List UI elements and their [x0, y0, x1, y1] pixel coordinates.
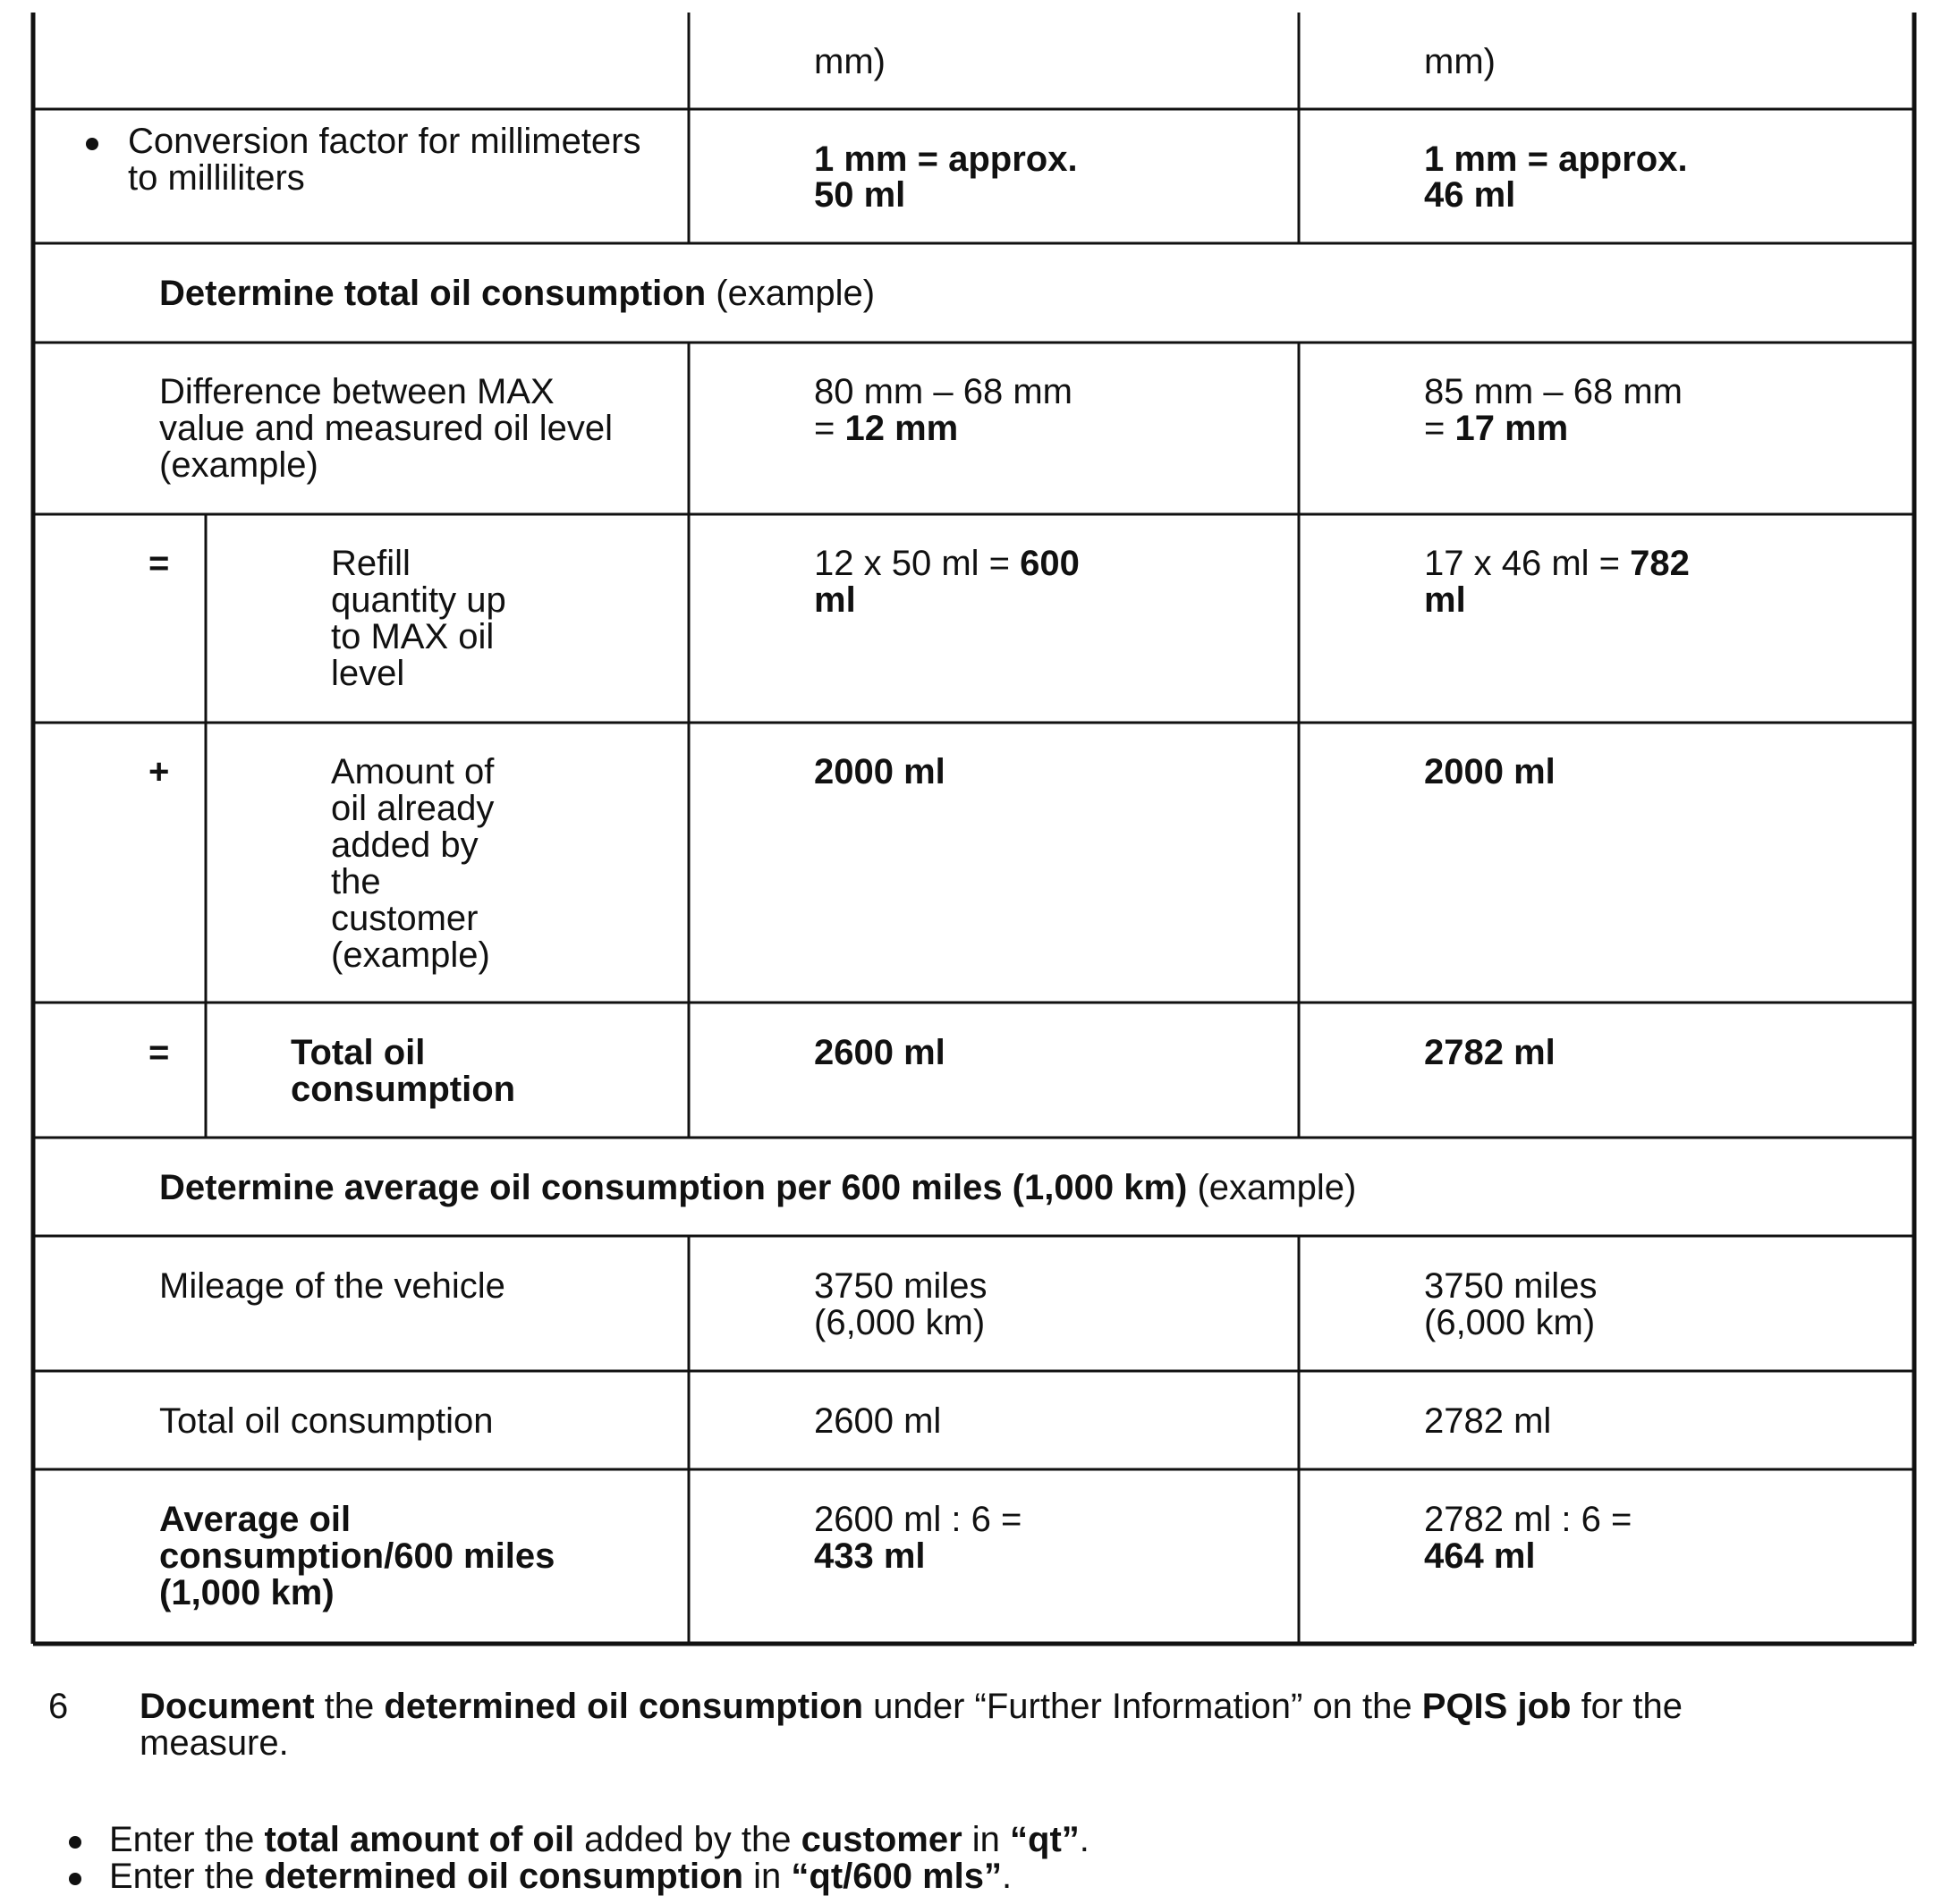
difference-label-line1: Difference between MAX: [159, 372, 555, 411]
mileage-col3-line2: (6,000 km): [1424, 1303, 1596, 1342]
refill-label-line3: to MAX oil: [331, 617, 495, 656]
mileage-col2-line1: 3750 miles: [814, 1266, 988, 1306]
step6-part: under “Further Information” on the: [863, 1687, 1422, 1726]
added-label-line2: oil already: [331, 789, 495, 828]
difference-label-line2: value and measured oil level: [159, 409, 613, 448]
total-col3: 2782 ml: [1424, 1033, 1556, 1072]
difference-label-line3: (example): [159, 445, 318, 485]
average-col2-line1: 2600 ml : 6 =: [814, 1500, 1022, 1539]
difference-col2-line2: = 12 mm: [814, 409, 959, 448]
total-consumption-col2: 2600 ml: [814, 1401, 942, 1441]
added-symbol: +: [148, 752, 170, 791]
conversion-col2-line2: 50 ml: [814, 175, 906, 215]
step6-part: Document: [140, 1687, 315, 1726]
refill-col2-line1: 12 x 50 ml = 600: [814, 544, 1080, 583]
refill-label-line2: quantity up: [331, 580, 506, 620]
difference-col2-line1: 80 mm – 68 mm: [814, 372, 1072, 411]
average-label-line2: consumption/600 miles: [159, 1536, 555, 1576]
average-label-line1: Average oil: [159, 1500, 352, 1539]
bullet-dot: [69, 1873, 81, 1885]
step-number: 6: [48, 1687, 69, 1726]
conversion-col3-line1: 1 mm = approx.: [1424, 140, 1688, 179]
added-label-line5: customer: [331, 899, 479, 938]
refill-col2-line2: ml: [814, 580, 856, 620]
average-label-line3: (1,000 km): [159, 1573, 335, 1612]
refill-label-line4: level: [331, 654, 405, 693]
total-label-line1: Total oil: [291, 1033, 426, 1072]
step6-part: PQIS job: [1421, 1687, 1572, 1726]
bullet-dot: [86, 138, 98, 150]
step6-line2: measure.: [140, 1723, 289, 1763]
average-col2-line2: 433 ml: [814, 1536, 926, 1576]
section-header-average: Determine average oil consumption per 600 miles (1,000 km) (example): [159, 1168, 1357, 1207]
refill-symbol: =: [148, 544, 170, 583]
cell-top-col3: mm): [1424, 42, 1496, 81]
difference-col3-line2: = 17 mm: [1424, 409, 1569, 448]
total-col2: 2600 ml: [814, 1033, 945, 1072]
added-label-line1: Amount of: [331, 752, 495, 791]
conversion-label-line2: to milliliters: [128, 158, 305, 198]
total-consumption-col3: 2782 ml: [1424, 1401, 1552, 1441]
conversion-col3-line2: 46 ml: [1424, 175, 1516, 215]
refill-label-line1: Refill: [331, 544, 411, 583]
bullet-item-2: Enter the determined oil consumption in “qt/600 mls”.: [109, 1857, 1013, 1896]
average-col3-line1: 2782 ml : 6 =: [1424, 1500, 1632, 1539]
step6-part: determined oil consumption: [384, 1687, 864, 1726]
total-consumption-label: Total oil consumption: [159, 1401, 494, 1441]
mileage-col3-line1: 3750 miles: [1424, 1266, 1598, 1306]
added-col2: 2000 ml: [814, 752, 945, 791]
mileage-col2-line2: (6,000 km): [814, 1303, 986, 1342]
added-label-line4: the: [331, 862, 381, 901]
conversion-col2-line1: 1 mm = approx.: [814, 140, 1078, 179]
total-symbol: =: [148, 1033, 170, 1072]
step6-line1: [140, 1688, 1683, 1725]
difference-col3-line1: 85 mm – 68 mm: [1424, 372, 1683, 411]
total-label-line2: consumption: [291, 1070, 516, 1109]
section-header-total: Determine total oil consumption (example): [159, 274, 876, 313]
refill-col3-line2: ml: [1424, 580, 1466, 620]
step6-part: the: [314, 1687, 385, 1726]
cell-top-col2: mm): [814, 42, 886, 81]
added-label-line6: (example): [331, 935, 490, 975]
added-col3: 2000 ml: [1424, 752, 1556, 791]
bullet-dot: [69, 1836, 81, 1849]
mileage-label: Mileage of the vehicle: [159, 1266, 505, 1306]
conversion-label-line1: Conversion factor for millimeters: [128, 122, 641, 161]
added-label-line3: added by: [331, 825, 479, 865]
step6-part: for the: [1571, 1687, 1683, 1726]
refill-col3-line1: 17 x 46 ml = 782: [1424, 544, 1690, 583]
bullet-item-1: Enter the total amount of oil added by the customer in “qt”.: [109, 1820, 1089, 1859]
average-col3-line2: 464 ml: [1424, 1536, 1536, 1576]
